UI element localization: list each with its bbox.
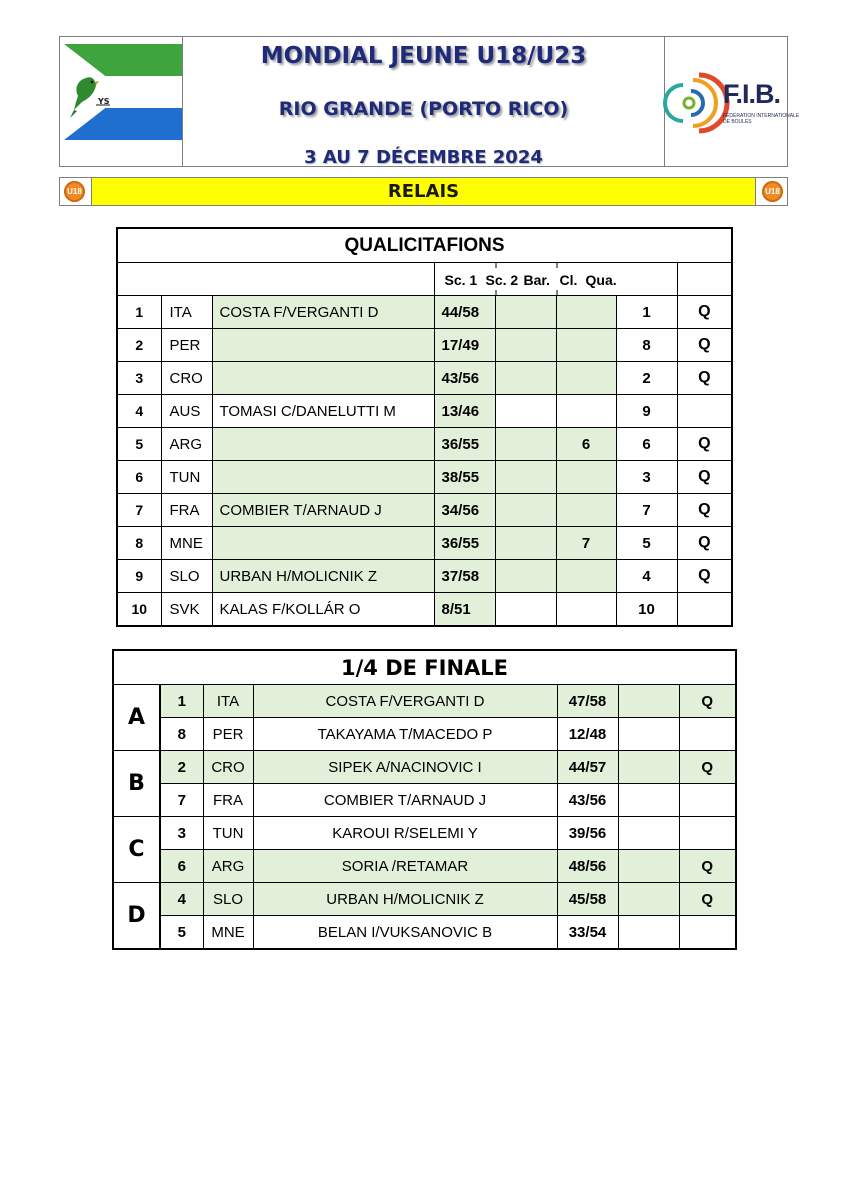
event-title: MONDIAL JEUNE U18/U23 bbox=[260, 43, 587, 69]
team-nation: SLO bbox=[203, 883, 253, 916]
qualification-row bbox=[117, 527, 732, 560]
barrage-score bbox=[556, 560, 616, 593]
team-players: COMBIER T/ARNAUD J bbox=[212, 494, 434, 527]
team-number: 1 bbox=[117, 296, 161, 329]
team-number: 4 bbox=[160, 883, 203, 916]
col-bar: Bar. bbox=[523, 272, 550, 288]
extra-score bbox=[618, 784, 679, 817]
barrage-score bbox=[556, 395, 616, 428]
team-players: COSTA F/VERGANTI D bbox=[212, 296, 434, 329]
team-number: 8 bbox=[117, 527, 161, 560]
score-1: 13/46 bbox=[434, 395, 495, 428]
team-number: 7 bbox=[160, 784, 203, 817]
extra-score bbox=[618, 718, 679, 751]
team-nation: MNE bbox=[203, 916, 253, 950]
team-players: COMBIER T/ARNAUD J bbox=[253, 784, 557, 817]
quarterfinal-row bbox=[113, 685, 736, 718]
score-2 bbox=[495, 329, 556, 362]
qualified-mark: Q bbox=[677, 362, 732, 395]
classement: 4 bbox=[616, 560, 677, 593]
quarterfinal-row bbox=[113, 751, 736, 784]
qualified-mark: Q bbox=[677, 560, 732, 593]
quarterfinals-caption-row bbox=[113, 650, 736, 685]
quarterfinal-row bbox=[113, 718, 736, 751]
team-players: KALAS F/KOLLÁR O bbox=[212, 593, 434, 627]
barrage-score: 6 bbox=[556, 428, 616, 461]
team-players: BELAN I/VUKSANOVIC B bbox=[253, 916, 557, 950]
classement: 6 bbox=[616, 428, 677, 461]
team-nation: MNE bbox=[161, 527, 212, 560]
col-cl: Cl. bbox=[559, 272, 578, 288]
fib-logo-subtitle-1: FÉDÉRATION INTERNATIONALE bbox=[723, 113, 800, 119]
qualified-mark bbox=[679, 718, 736, 751]
match-score: 33/54 bbox=[557, 916, 618, 950]
qualified-mark: Q bbox=[677, 428, 732, 461]
team-number: 4 bbox=[117, 395, 161, 428]
team-number: 10 bbox=[117, 593, 161, 627]
team-players bbox=[212, 527, 434, 560]
team-players: TOMASI C/DANELUTTI M bbox=[212, 395, 434, 428]
score-1: 44/58 bbox=[434, 296, 495, 329]
extra-score bbox=[618, 685, 679, 718]
score-1: 38/55 bbox=[434, 461, 495, 494]
score-2 bbox=[495, 461, 556, 494]
fib-logo-cell bbox=[664, 37, 800, 166]
team-nation: TUN bbox=[161, 461, 212, 494]
qualified-mark bbox=[679, 784, 736, 817]
team-number: 6 bbox=[160, 850, 203, 883]
team-players: SIPEK A/NACINOVIC I bbox=[253, 751, 557, 784]
team-nation: CRO bbox=[203, 751, 253, 784]
team-number: 3 bbox=[117, 362, 161, 395]
qualification-row bbox=[117, 428, 732, 461]
fib-logo-subtitle-2: DE BOULES bbox=[723, 119, 752, 125]
classement: 8 bbox=[616, 329, 677, 362]
classement: 9 bbox=[616, 395, 677, 428]
quarterfinals-table bbox=[112, 649, 737, 950]
team-number: 6 bbox=[117, 461, 161, 494]
event-venue: RIO GRANDE (PORTO RICO) bbox=[278, 98, 569, 120]
team-nation: ARG bbox=[161, 428, 212, 461]
qualified-mark bbox=[679, 916, 736, 950]
qualification-row bbox=[117, 593, 732, 627]
team-number: 9 bbox=[117, 560, 161, 593]
team-number: 3 bbox=[160, 817, 203, 850]
team-nation: SLO bbox=[161, 560, 212, 593]
relais-banner bbox=[59, 177, 788, 206]
classement: 1 bbox=[616, 296, 677, 329]
barrage-score: 7 bbox=[556, 527, 616, 560]
team-players: KAROUI R/SELEMI Y bbox=[253, 817, 557, 850]
relais-title: RELAIS bbox=[91, 178, 756, 205]
u18-badge-icon: U18 bbox=[64, 181, 85, 202]
match-score: 44/57 bbox=[557, 751, 618, 784]
qualified-mark bbox=[677, 593, 732, 627]
event-dates: 3 AU 7 DÉCEMBRE 2024 bbox=[304, 147, 543, 168]
score-2 bbox=[495, 560, 556, 593]
team-players: URBAN H/MOLICNIK Z bbox=[253, 883, 557, 916]
quarterfinal-row bbox=[113, 817, 736, 850]
group-label: A bbox=[113, 685, 160, 751]
team-players: URBAN H/MOLICNIK Z bbox=[212, 560, 434, 593]
team-players bbox=[212, 461, 434, 494]
header-blank bbox=[117, 263, 434, 296]
match-score: 43/56 bbox=[557, 784, 618, 817]
score-1: 8/51 bbox=[434, 593, 495, 627]
col-sc2: Sc. 2 bbox=[485, 272, 519, 288]
classement: 7 bbox=[616, 494, 677, 527]
barrage-score bbox=[556, 329, 616, 362]
team-number: 2 bbox=[160, 751, 203, 784]
event-header bbox=[59, 36, 800, 168]
fib-logo-icon bbox=[669, 71, 717, 135]
qualified-mark: Q bbox=[679, 685, 736, 718]
qualifications-header-row bbox=[117, 263, 732, 296]
extra-score bbox=[618, 751, 679, 784]
barrage-score bbox=[556, 362, 616, 395]
qualifications-title: QUALICITAFIONS bbox=[117, 228, 732, 263]
score-1: 34/56 bbox=[434, 494, 495, 527]
qualified-mark: Q bbox=[679, 751, 736, 784]
team-nation: PER bbox=[161, 329, 212, 362]
equatorial-guinea-flag-icon bbox=[64, 44, 182, 140]
team-number: 5 bbox=[117, 428, 161, 461]
extra-score bbox=[618, 850, 679, 883]
score-2 bbox=[495, 296, 556, 329]
classement: 5 bbox=[616, 527, 677, 560]
qualification-row bbox=[117, 395, 732, 428]
qualifications-caption-row bbox=[117, 228, 732, 263]
team-number: 1 bbox=[160, 685, 203, 718]
team-nation: FRA bbox=[161, 494, 212, 527]
score-2 bbox=[495, 593, 556, 627]
qualified-mark: Q bbox=[677, 296, 732, 329]
team-nation: ARG bbox=[203, 850, 253, 883]
qualification-row bbox=[117, 296, 732, 329]
classement: 3 bbox=[616, 461, 677, 494]
qualified-mark bbox=[677, 395, 732, 428]
team-players: COSTA F/VERGANTI D bbox=[253, 685, 557, 718]
team-number: 2 bbox=[117, 329, 161, 362]
qualified-mark: Q bbox=[679, 883, 736, 916]
qualified-mark: Q bbox=[677, 329, 732, 362]
u18-badge-icon: U18 bbox=[762, 181, 783, 202]
score-1: 36/55 bbox=[434, 428, 495, 461]
group-label: D bbox=[113, 883, 160, 950]
score-2 bbox=[495, 494, 556, 527]
qualification-row bbox=[117, 461, 732, 494]
team-number: 7 bbox=[117, 494, 161, 527]
qualification-row bbox=[117, 560, 732, 593]
col-sc1: Sc. 1 bbox=[444, 272, 478, 288]
team-players bbox=[212, 329, 434, 362]
team-players bbox=[212, 362, 434, 395]
extra-score bbox=[618, 817, 679, 850]
match-score: 39/56 bbox=[557, 817, 618, 850]
team-players: SORIA /RETAMAR bbox=[253, 850, 557, 883]
quarterfinals-title: 1/4 DE FINALE bbox=[113, 650, 736, 685]
team-nation: AUS bbox=[161, 395, 212, 428]
team-nation: ITA bbox=[203, 685, 253, 718]
team-nation: FRA bbox=[203, 784, 253, 817]
score-2 bbox=[495, 428, 556, 461]
team-nation: ITA bbox=[161, 296, 212, 329]
qualification-row bbox=[117, 494, 732, 527]
qualified-mark: Q bbox=[677, 494, 732, 527]
barrage-score bbox=[556, 461, 616, 494]
score-2 bbox=[495, 362, 556, 395]
qualification-row bbox=[117, 329, 732, 362]
team-players: TAKAYAMA T/MACEDO P bbox=[253, 718, 557, 751]
team-number: 8 bbox=[160, 718, 203, 751]
classement: 10 bbox=[616, 593, 677, 627]
team-nation: CRO bbox=[161, 362, 212, 395]
barrage-score bbox=[556, 296, 616, 329]
barrage-score bbox=[556, 494, 616, 527]
qualified-mark: Q bbox=[677, 461, 732, 494]
team-nation: PER bbox=[203, 718, 253, 751]
header-blank-q bbox=[677, 263, 732, 296]
qualified-mark: Q bbox=[679, 850, 736, 883]
quarterfinal-row bbox=[113, 916, 736, 950]
quarterfinal-row bbox=[113, 883, 736, 916]
team-nation: SVK bbox=[161, 593, 212, 627]
team-players bbox=[212, 428, 434, 461]
header-columns bbox=[434, 263, 677, 296]
match-score: 12/48 bbox=[557, 718, 618, 751]
team-nation: TUN bbox=[203, 817, 253, 850]
group-label: C bbox=[113, 817, 160, 883]
group-label: B bbox=[113, 751, 160, 817]
quarterfinal-row bbox=[113, 784, 736, 817]
score-2 bbox=[495, 527, 556, 560]
flag-cell bbox=[60, 37, 183, 166]
score-2 bbox=[495, 395, 556, 428]
quarterfinal-row bbox=[113, 850, 736, 883]
score-1: 37/58 bbox=[434, 560, 495, 593]
extra-score bbox=[618, 883, 679, 916]
match-score: 48/56 bbox=[557, 850, 618, 883]
qualification-row bbox=[117, 362, 732, 395]
team-number: 5 bbox=[160, 916, 203, 950]
qualified-mark: Q bbox=[677, 527, 732, 560]
extra-score bbox=[618, 916, 679, 950]
score-1: 43/56 bbox=[434, 362, 495, 395]
fib-logo-text: F.I.B. bbox=[723, 79, 781, 109]
match-score: 47/58 bbox=[557, 685, 618, 718]
score-1: 17/49 bbox=[434, 329, 495, 362]
qualifications-table bbox=[116, 227, 733, 627]
barrage-score bbox=[556, 593, 616, 627]
qualified-mark bbox=[679, 817, 736, 850]
classement: 2 bbox=[616, 362, 677, 395]
header-dividers bbox=[435, 263, 678, 295]
score-1: 36/55 bbox=[434, 527, 495, 560]
col-qua: Qua. bbox=[585, 272, 617, 288]
match-score: 45/58 bbox=[557, 883, 618, 916]
svg-text:YS: YS bbox=[98, 97, 110, 106]
